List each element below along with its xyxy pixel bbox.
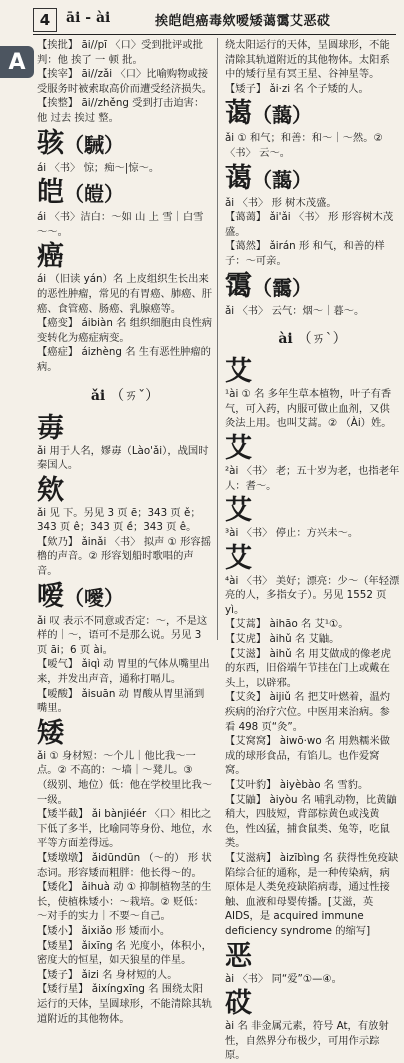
traditional-form: （靄） bbox=[252, 275, 312, 300]
dictionary-entry: ǎi 〈书〉 云气：烟～｜暮～。 bbox=[225, 304, 365, 317]
headword-character: 欸 bbox=[37, 474, 64, 506]
right-column bbox=[225, 38, 400, 1062]
dictionary-entry: 【矮半截】 ǎi bànjiéér 〈口〉相比之下低了多半，比喻同等身份、地位，水平等方面差得远。 bbox=[37, 808, 213, 850]
headword-character: 艾 bbox=[225, 432, 252, 464]
dictionary-entry: ²ài 〈书〉 老；五十岁为老，也指老年人：耆～。 bbox=[225, 464, 400, 492]
pinyin-range: āi - ài bbox=[66, 10, 111, 26]
headword-character: 蔼（藹） bbox=[225, 162, 312, 194]
dictionary-entry: 绕太阳运行的天体，呈圆球形，不能清除其轨道附近的其他物体。太阳系中的矮行星有冥王星、谷神星等。 bbox=[225, 39, 390, 81]
dictionary-entry: ái 〈书〉 惊；痴～|惊～。 bbox=[37, 161, 160, 174]
dictionary-entry: ǎi ① 和气；和善：和～｜～然。② 〈书〉 云～。 bbox=[225, 132, 383, 159]
dictionary-entry: ǎi 〈书〉 形 树木茂盛。 bbox=[225, 196, 337, 209]
dictionary-entry: 【矮化】 ǎihuà 动 ① 抑制植物茎的生长，使植株矮小：～栽培。② 贬低：～对手的实力｜不要～自己。 bbox=[37, 881, 212, 923]
dictionary-entry: 【嗳气】 ǎiqì 动 胃里的气体从嘴里出来，并发出声音，通称打嗝儿。 bbox=[37, 658, 210, 686]
headword-character: 蔼（藹） bbox=[225, 98, 312, 130]
dictionary-entry: ái 〈书〉洁白：～如 山 上 雪｜白雪～～。 bbox=[37, 211, 204, 238]
pinyin-section-heading: ài （ㄞˋ） bbox=[278, 331, 347, 348]
header-rule bbox=[33, 34, 396, 35]
dictionary-entry: 【艾灸】 àijiǔ 名 把艾叶燃着，温灼疾病的治疗穴位。中医用来治病。参看 498 页“灸”。 bbox=[225, 691, 391, 733]
dictionary-entry: 【艾虎】 àihǔ 名 艾鼬。 bbox=[225, 633, 340, 646]
dictionary-entry: 【矮星】 ǎixīng 名 光度小，体积小，密度大的恒星，如天狼星的伴星。 bbox=[37, 939, 212, 967]
dictionary-entry: ǎi 用于人名，嫪毐（Lào'ǎi），战国时秦国人。 bbox=[37, 444, 209, 472]
dictionary-entry: 【嗳酸】 ǎisuān 动 胃酸从胃里涌到嘴里。 bbox=[37, 687, 205, 715]
page-header bbox=[0, 0, 404, 36]
dictionary-entry: 【欸乃】 ǎinǎi 〈书〉 拟声 ① 形容摇橹的声音。② 形容划船时歌唱的声音。 bbox=[37, 535, 212, 578]
dictionary-entry: 【癌变】 áibiàn 名 组织细胞由良性病变转化为癌症病变。 bbox=[37, 317, 213, 344]
dictionary-entry: 【挨批】 āi//pī 〈口〉受到批评或批判：他 挨了 一 顿 批。 bbox=[37, 39, 203, 66]
headword-character: 砹 bbox=[225, 988, 252, 1020]
dictionary-entry: 【挨整】 āi//zhěng 受到打击迫害：他 过去 挨过 整。 bbox=[37, 97, 205, 124]
traditional-form: （藹） bbox=[252, 103, 312, 128]
dictionary-entry: 【矮子】 ǎi·zi 名 个子矮的人。 bbox=[225, 82, 369, 95]
dictionary-entry: ǎi ① 身材短：～个儿｜他比我～一点。② 不高的：～墙｜～凳儿。③ （级别、地位）低：他在学校里比我～一级。 bbox=[37, 749, 213, 806]
headword-character: 毐 bbox=[37, 412, 64, 444]
dictionary-entry: 【艾滋】 àihǔ 名 用艾做成的像老虎的东西，旧俗端午节挂在门上或戴在头上，以辟邪。 bbox=[225, 647, 391, 689]
headword-character: 艾 bbox=[225, 542, 252, 574]
headword-character: 恶 bbox=[225, 940, 252, 972]
pinyin-section-heading: ǎi （ㄞˇ） bbox=[90, 387, 160, 404]
headword-character: 艾 bbox=[225, 495, 252, 527]
headword-character: 霭（靄） bbox=[225, 270, 312, 302]
guide-characters: 挨皑皑癌毒欸嗳矮蔼霭艾恶砹 bbox=[155, 14, 331, 29]
section-thumb-tab[interactable]: A bbox=[0, 46, 34, 78]
dictionary-entry: 【挨宰】 āi//zǎi 〈口〉比喻购物或接受服务时被索取高价而遭受经济损失。 bbox=[37, 68, 213, 95]
headword-character: 骇（駴） bbox=[37, 127, 124, 159]
dictionary-entry: 【艾滋病】 àizībìng 名 获得性免疫缺陷综合征的通称，是一种传染病，病原体是人类免疫缺陷病毒，通过性接触、血液和母婴传播。[艾滋，英 AIDS，是 acquired immune deficiency syndrome 的缩写] bbox=[225, 851, 399, 937]
dictionary-entry: 【蔼然】 ǎirán 形 和气，和善的样子：～可亲。 bbox=[225, 240, 385, 267]
headword-character: 艾 bbox=[225, 356, 252, 388]
dictionary-entry: ¹ài ① 名 多年生草本植物，叶子有香气，可入药，内服可做止血剂，又供灸法上用。也叫艾蒿。② （Ài）姓。 bbox=[225, 388, 392, 430]
headword-character: 癌 bbox=[37, 241, 64, 273]
page-number: 4 bbox=[33, 8, 57, 32]
headword-character: 矮 bbox=[37, 717, 64, 749]
left-column bbox=[37, 38, 213, 1025]
dictionary-entry: 【矮墩墩】 ǎidūndūn （～的） 形 状态词。形容矮而粗胖：他长得～的。 bbox=[37, 851, 212, 879]
dictionary-entry: ǎi 见 下。另见 3 页 ē；343 页 ě；343 页 ê；343 页 ề；343 页 ê。 bbox=[37, 506, 201, 534]
zhuyin-marker: （ㄞˇ） bbox=[110, 387, 160, 404]
dictionary-entry: 【艾窝窝】 àiwō·wo 名 用熟糯米做成的球形食品，有馅儿。也作爱窝窝。 bbox=[225, 735, 390, 777]
dictionary-entry: ài 〈书〉 同“爱”①—④。 bbox=[225, 972, 342, 985]
dictionary-entry: ³ài 〈书〉 停止：方兴未～。 bbox=[225, 527, 359, 540]
dictionary-entry: 【艾叶豹】 àiyèbào 名 雪豹。 bbox=[225, 779, 369, 791]
dictionary-entry: 【艾鼬】 àiyòu 名 哺乳动物，比黄鼬稍大，四肢短，背部棕黄色或浅黄色，性凶猛，捕食鼠类、兔等，吃鼠类。 bbox=[225, 793, 397, 850]
dictionary-entry: 【癌症】 áizhèng 名 生有恶性肿瘤的病。 bbox=[37, 346, 211, 373]
dictionary-entry: 【矮小】 ǎixiǎo 形 矮而小。 bbox=[37, 924, 171, 937]
headword-character: 嗳（噯） bbox=[37, 580, 124, 612]
zhuyin-marker: （ㄞˋ） bbox=[297, 331, 347, 348]
dictionary-entry: ǎi 叹 表示不同意或否定：～，不是这样的｜～，语可不是那么说。另见 3 页 āi；6 页 ài。 bbox=[37, 614, 208, 656]
traditional-form: （藹） bbox=[252, 167, 312, 192]
dictionary-entry: ⁴ài 〈书〉 美好；漂亮：少～（年轻漂亮的人，多指女子）。另见 1552 页 yì。 bbox=[225, 574, 400, 616]
dictionary-entry: ài 名 非金属元素，符号 At，有放射性，自然界分布极少，可用作示踪原。 bbox=[225, 1020, 389, 1062]
column-divider bbox=[217, 38, 218, 640]
traditional-form: （駴） bbox=[64, 132, 124, 157]
dictionary-entry: ái （旧读 yán）名 上皮组织生长出来的恶性肿瘤，常见的有胃癌、肺癌、肝癌、食管癌、肠癌、乳腺癌等。 bbox=[37, 273, 213, 315]
dictionary-entry: 【艾蒿】 àihāo 名 艾¹①。 bbox=[225, 618, 349, 631]
traditional-form: （皚） bbox=[64, 182, 124, 207]
dictionary-entry: 【矮行星】 ǎixíngxīng 名 围绕太阳运行的天体，呈圆球形，不能清除其轨道附近的其他物体。 bbox=[37, 983, 213, 1025]
traditional-form: （噯） bbox=[64, 585, 124, 610]
dictionary-entry: 【矮子】 ǎizi 名 身材短的人。 bbox=[37, 968, 178, 981]
dictionary-entry: 【蔼蔼】 ǎi'ǎi 〈书〉 形 形容树木茂盛。 bbox=[225, 211, 394, 238]
headword-character: 皑（皚） bbox=[37, 177, 124, 209]
